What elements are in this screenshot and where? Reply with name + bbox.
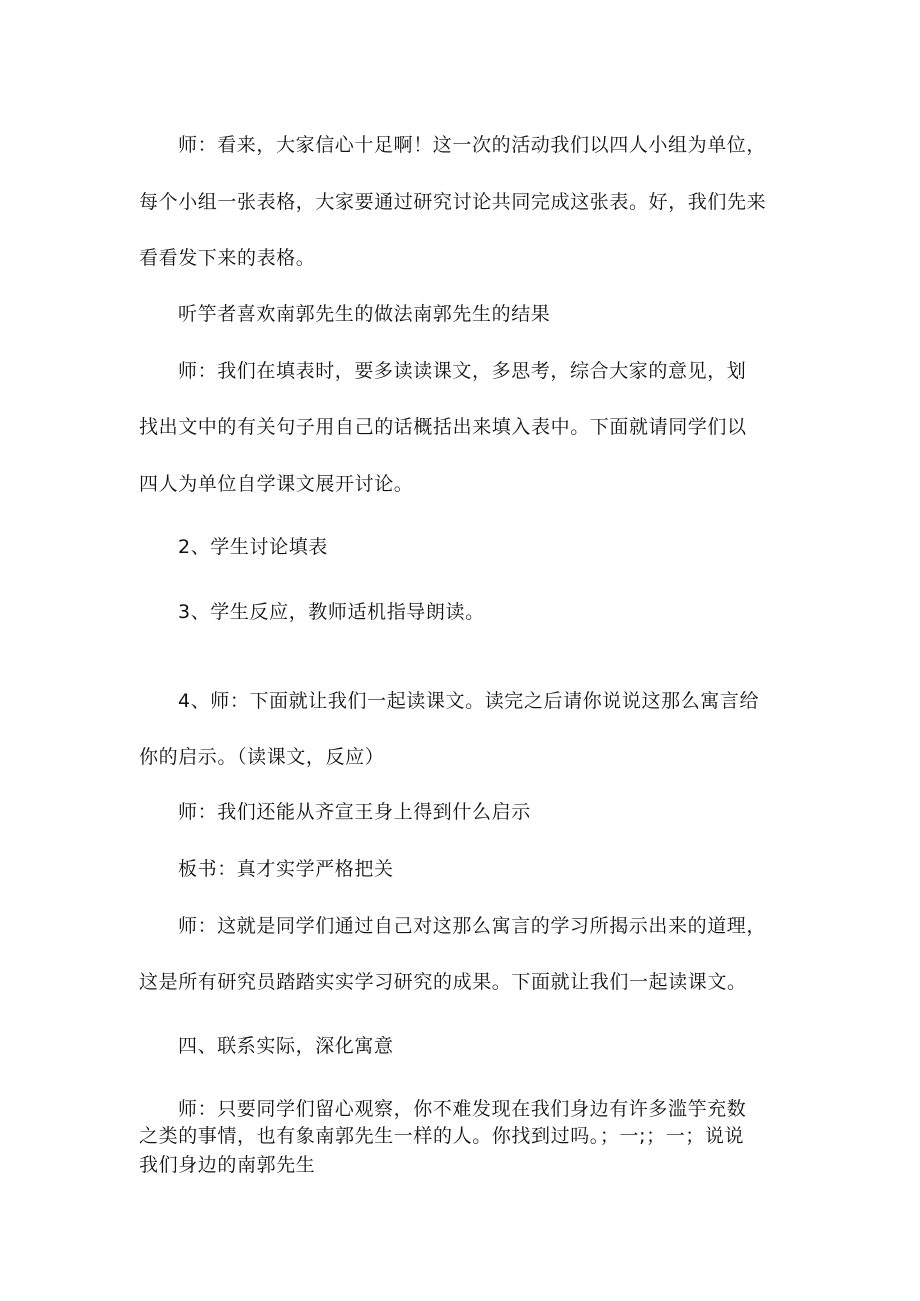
paragraph-line: 每个小组一张表格，大家要通过研究讨论共同完成这张表。好，我们先来	[139, 191, 767, 213]
paragraph-line: 看看发下来的表格。	[139, 247, 316, 269]
paragraph-line: 师：这就是同学们通过自己对这那么寓言的学习所揭示出来的道理，	[178, 915, 767, 937]
paragraph-line: 师：只要同学们留心观察，你不难发现在我们身边有许多滥竽充数	[178, 1098, 747, 1120]
paragraph-line: 找出文中的有关句子用自己的话概括出来填入表中。下面就请同学们以	[139, 416, 747, 438]
paragraph-line: 之类的事情，也有象南郭先生一样的人。你找到过吗。；一;；一；说说	[139, 1125, 745, 1147]
list-item: 2、学生讨论填表	[178, 536, 328, 558]
paragraph-line: 师：我们还能从齐宣王身上得到什么启示	[178, 801, 531, 823]
list-item: 4、师：下面就让我们一起读课文。读完之后请你说说这那么寓言给	[178, 690, 760, 712]
paragraph-line: 师：看来，大家信心十足啊！这一次的活动我们以四人小组为单位，	[178, 134, 767, 156]
paragraph-line: 我们身边的南郭先生	[139, 1154, 316, 1176]
list-item: 3、学生反应，教师适机指导朗读。	[178, 601, 485, 623]
paragraph-line: 这是所有研究员踏踏实实学习研究的成果。下面就让我们一起读课文。	[139, 971, 747, 993]
paragraph-line: 师：我们在填表时，要多读读课文，多思考，综合大家的意见，划	[178, 360, 747, 382]
paragraph-line: 板书：真才实学严格把关	[178, 858, 394, 880]
section-heading: 四、联系实际，深化寓意	[178, 1035, 394, 1057]
paragraph-line: 你的启示。（读课文，反应）	[139, 746, 385, 768]
paragraph-line: 四人为单位自学课文展开讨论。	[139, 473, 414, 495]
paragraph-line: 听竽者喜欢南郭先生的做法南郭先生的结果	[178, 303, 551, 325]
